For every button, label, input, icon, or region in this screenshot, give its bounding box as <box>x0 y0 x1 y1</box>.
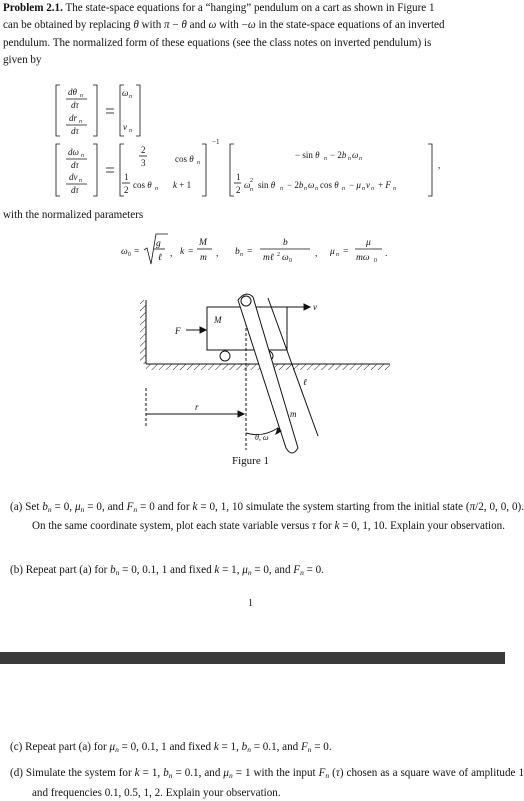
svg-text:1: 1 <box>124 172 129 182</box>
svg-text:n: n <box>362 186 365 192</box>
svg-text:dτ: dτ <box>71 100 79 110</box>
svg-text:n: n <box>155 186 158 192</box>
svg-text:−1: −1 <box>212 138 220 146</box>
angle-label: θ, ω <box>255 433 269 442</box>
page-separator <box>0 652 505 664</box>
position-label: r <box>195 402 199 412</box>
svg-text:n: n <box>371 186 374 192</box>
svg-text:m: m <box>200 253 207 263</box>
svg-text:n: n <box>79 119 82 125</box>
svg-text:n: n <box>336 252 339 258</box>
svg-text:cos θ: cos θ <box>175 154 194 164</box>
svg-text:+ F: + F <box>378 180 391 190</box>
svg-text:0: 0 <box>374 258 377 264</box>
svg-text:n: n <box>80 93 83 99</box>
svg-text:n: n <box>81 153 84 159</box>
svg-text:ω: ω <box>244 180 251 190</box>
wall-hatching <box>140 300 146 364</box>
svg-text:− μ: − μ <box>349 180 361 190</box>
svg-text:=: = <box>343 247 349 257</box>
svg-text:2: 2 <box>236 185 241 195</box>
velocity-label: v <box>313 302 317 312</box>
pendulum-rod <box>238 294 298 453</box>
page-2 <box>0 664 524 801</box>
svg-text:n: n <box>359 156 362 162</box>
problem-intro <box>3 0 502 70</box>
svg-text:n: n <box>250 187 253 193</box>
intro-line-2: can be obtained by replacing θ with π − θ and ω with −ω in the state-space equations of an inverted <box>3 19 445 32</box>
part-c: (c) Repeat part (a) for $\mu_n = 0$, 0.1, 1 and fixed k = 1, $b_n = 0.1$, and $F_n = 0$. <box>10 741 332 754</box>
svg-text:mℓ: mℓ <box>263 253 274 263</box>
svg-text:=: = <box>247 247 253 257</box>
svg-text:n: n <box>129 128 132 134</box>
svg-text:2: 2 <box>277 252 280 258</box>
svg-text:2: 2 <box>124 185 129 195</box>
svg-text:n: n <box>315 186 318 192</box>
svg-text:b: b <box>283 238 288 248</box>
svg-text:dτ: dτ <box>71 185 79 195</box>
figure-caption: Figure 1 <box>232 455 269 467</box>
svg-text:n: n <box>280 186 283 192</box>
svg-text:ω: ω <box>308 180 315 190</box>
svg-text:− 2b: − 2b <box>287 180 304 190</box>
svg-text:− sin θ: − sin θ <box>295 150 320 160</box>
svg-text:cos θ: cos θ <box>133 180 152 190</box>
svg-text:n: n <box>393 186 396 192</box>
intro-line-1: The state-space equations for a “hanging” pendulum on a cart as shown in Figure 1 <box>65 2 435 14</box>
svg-text:− 2b: − 2b <box>330 150 347 160</box>
svg-text:dω: dω <box>68 147 79 157</box>
cart-pendulum-figure <box>0 288 505 473</box>
problem-title: Problem 2.1. <box>3 2 63 14</box>
svg-text:μ: μ <box>330 247 335 257</box>
cart-wheel-left <box>220 351 230 361</box>
part-d: (d) Simulate the system for k = 1, $b_n = 0.1$, and $\mu_n = 1$ with the input $F_n$ (τ) chosen as a square wave of amplitude 1 and frequencies 0.1, 0.5, 1, 2. Explain your observation. <box>10 767 524 799</box>
svg-text:n: n <box>240 252 243 258</box>
normalized-parameters <box>0 226 505 272</box>
svg-text:ω: ω <box>121 247 128 257</box>
svg-text:,: , <box>315 249 318 259</box>
svg-text:2: 2 <box>141 145 146 155</box>
svg-text:b: b <box>235 247 240 257</box>
svg-text:ℓ: ℓ <box>158 253 162 263</box>
svg-text:dτ: dτ <box>71 160 79 170</box>
intro-line-3: pendulum. The normalized form of these equations (see the class notes on inverted pendulum) is <box>3 36 432 49</box>
svg-text:n: n <box>197 160 200 166</box>
pivot <box>241 296 251 306</box>
svg-text:ω: ω <box>352 150 359 160</box>
svg-text:=: = <box>188 247 194 257</box>
svg-text:,: , <box>216 249 219 259</box>
svg-text:=: = <box>134 247 140 257</box>
svg-text:μ: μ <box>366 238 371 248</box>
force-label: F <box>175 326 181 336</box>
svg-text:2: 2 <box>250 178 253 184</box>
svg-text:ω: ω <box>122 88 129 98</box>
intro-line-4: given by <box>3 54 42 67</box>
svg-text:.: . <box>385 249 388 259</box>
svg-text:3: 3 <box>141 158 146 168</box>
svg-text:n: n <box>324 156 327 162</box>
svg-text:M: M <box>199 238 207 248</box>
page-number: 1 <box>248 598 253 609</box>
svg-text:0: 0 <box>289 258 292 264</box>
svg-text:g: g <box>156 239 161 249</box>
svg-text:mω: mω <box>356 253 370 263</box>
svg-text:ω: ω <box>282 253 289 263</box>
svg-text:n: n <box>304 186 307 192</box>
svg-text:dθ: dθ <box>68 87 77 97</box>
cart-mass-label: M <box>214 315 222 325</box>
svg-text:n: n <box>348 156 351 162</box>
svg-text:k + 1: k + 1 <box>173 180 192 190</box>
params-intro: with the normalized parameters <box>3 209 144 221</box>
svg-text:,: , <box>438 160 441 170</box>
part-a: (a) Set $b_n = 0$, $\mu_n = 0$, and $F_n = 0$ and for k = 0, 1, 10 simulate the system starting from the initial state (π/2, 0, 0, 0). On the same coordinate system, plot each state variable versus τ for k = 0, 1, 10. Explain your observation. <box>10 501 524 533</box>
svg-text:n: n <box>342 186 345 192</box>
svg-text:k: k <box>180 247 185 257</box>
svg-text:0: 0 <box>128 252 131 258</box>
part-b: (b) Repeat part (a) for $b_n = 0$, 0.1, 1 and fixed k = 1, $\mu_n = 0$, and $F_n = 0$. <box>10 564 324 577</box>
svg-text:,: , <box>170 249 173 259</box>
svg-text:dτ: dτ <box>71 126 79 136</box>
length-label: ℓ <box>303 377 307 387</box>
pendulum-mass-label: m <box>290 409 297 419</box>
svg-text:v: v <box>366 180 370 190</box>
svg-text:cos θ: cos θ <box>320 180 339 190</box>
svg-text:v: v <box>123 122 127 132</box>
svg-text:n: n <box>79 178 82 184</box>
svg-text:n: n <box>129 94 132 100</box>
svg-text:sin θ: sin θ <box>258 180 276 190</box>
svg-text:dv: dv <box>69 172 78 182</box>
svg-text:dr: dr <box>69 113 78 123</box>
svg-text:1: 1 <box>236 172 241 182</box>
state-equations <box>0 76 505 216</box>
